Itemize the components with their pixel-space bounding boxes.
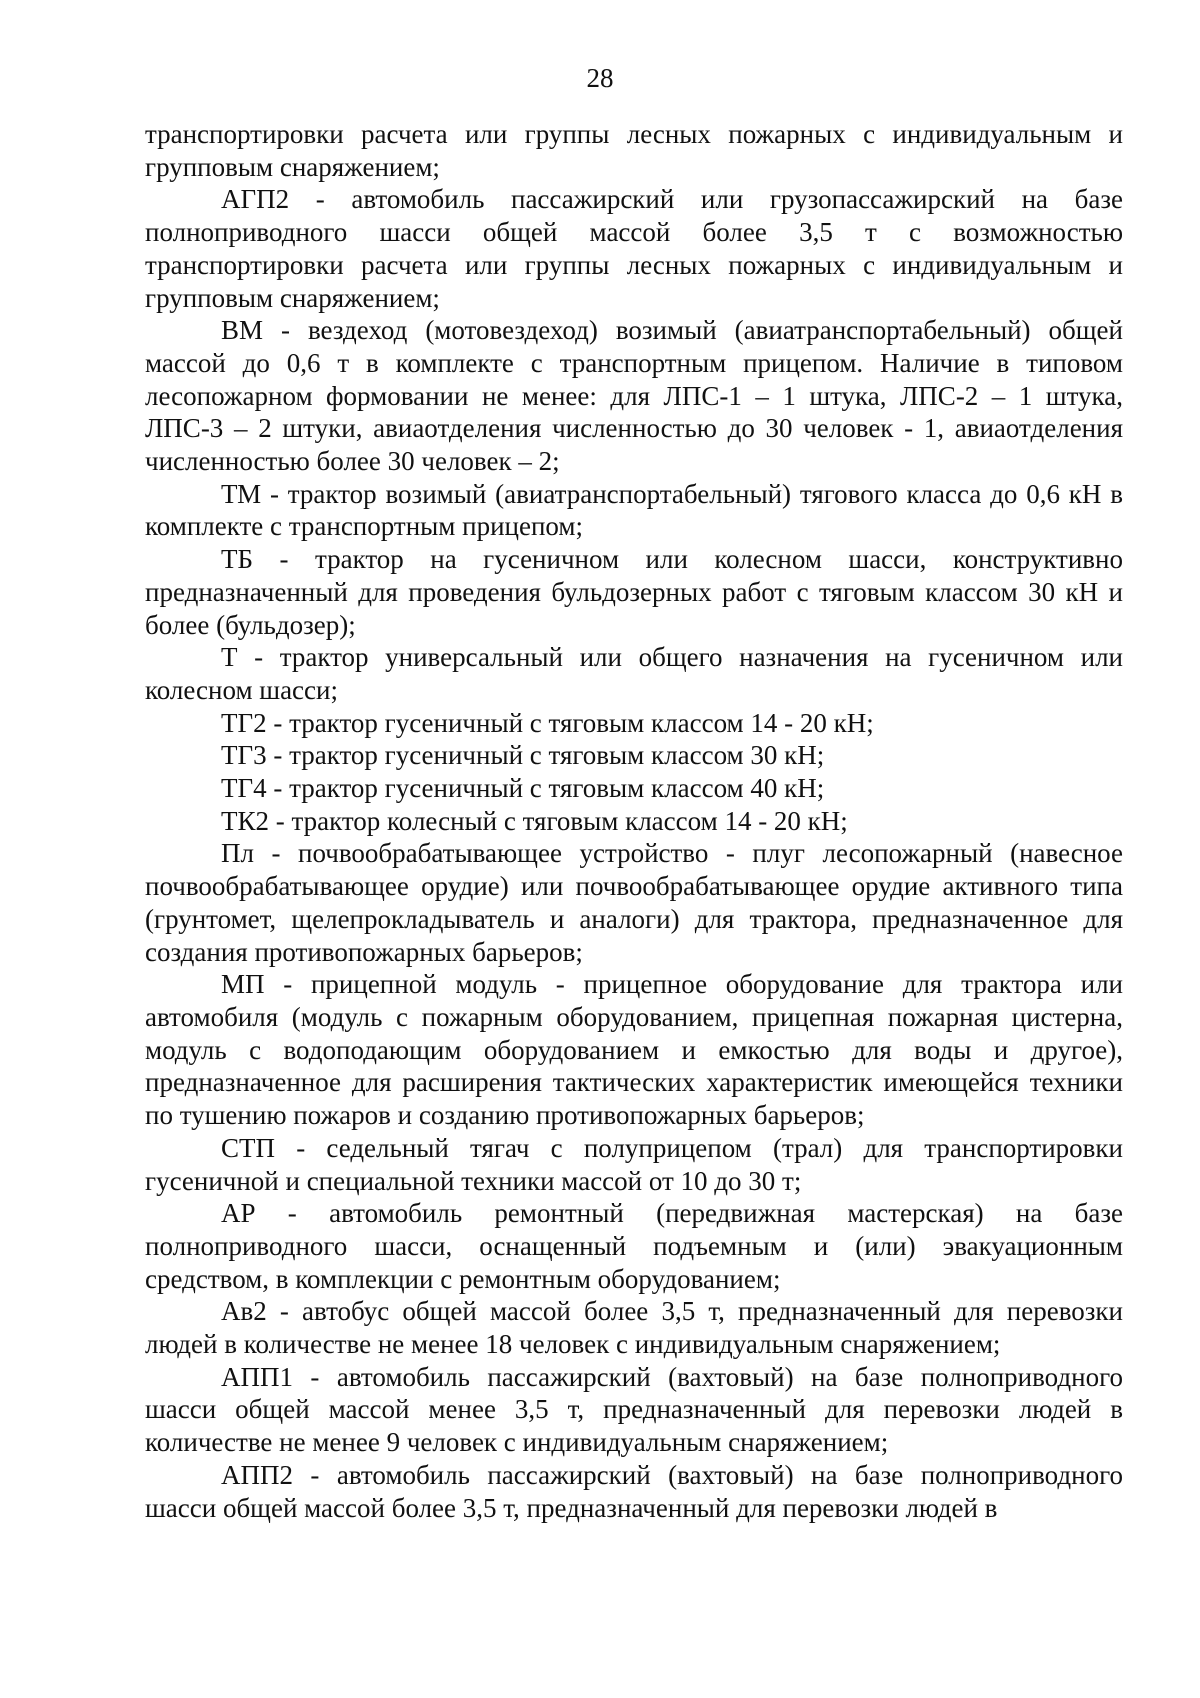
paragraph-tg2: ТГ2 - трактор гусеничный с тяговым классом 14 - 20 кН; xyxy=(221,707,874,738)
paragraph-pl: Пл - почвообрабатывающее устройство - плуг лесопожарный (навесное почвообрабатывающее орудие) или почвообрабатывающее орудие активного типа (грунтомет, щелепрокладыватель и аналоги) для трактора, предназначенное для создания противопожарных барьеров; xyxy=(145,838,1123,967)
paragraph-tm: ТМ - трактор возимый (авиатранспортабельный) тягового класса до 0,6 кН в комплекте с транспортным прицепом; xyxy=(145,478,1123,542)
paragraph-agp2: АГП2 - автомобиль пассажирский или грузопассажирский на базе полноприводного шасси общей массой более 3,5 т с возможностью транспортировки расчета или группы лесных пожарных с индивидуальным и групповым снаряжением; xyxy=(145,184,1123,313)
paragraph-t: Т - трактор универсальный или общего назначения на гусеничном или колесном шасси; xyxy=(145,642,1123,705)
paragraph-continuation: транспортировки расчета или группы лесных пожарных с индивидуальным и групповым снаряжением; xyxy=(145,119,1123,182)
page-number: 28 xyxy=(586,63,614,93)
paragraph-app1: АПП1 - автомобиль пассажирский (вахтовый) на базе полноприводного шасси общей массой менее 3,5 т, предназначенный для перевозки людей в количестве не менее 9 человек с индивидуальным снаряжением; xyxy=(145,1361,1123,1458)
document-body xyxy=(145,118,1123,1524)
paragraph-app2: АПП2 - автомобиль пассажирский (вахтовый) на базе полноприводного шасси общей массой более 3,5 т, предназначенный для перевозки людей в xyxy=(145,1459,1123,1523)
paragraph-stp: СТП - седельный тягач с полуприцепом (трал) для транспортировки гусеничной и специальной техники массой от 10 до 30 т; xyxy=(145,1132,1123,1196)
paragraph-tg3: ТГ3 - трактор гусеничный с тяговым классом 30 кН; xyxy=(221,740,825,771)
paragraph-av2: Ав2 - автобус общей массой более 3,5 т, предназначенный для перевозки людей в количестве не менее 18 человек с индивидуальным снаряжением; xyxy=(145,1296,1123,1360)
paragraph-mp: МП - прицепной модуль - прицепное оборудование для трактора или автомобиля (модуль с пожарным оборудованием, прицепная пожарная цистерна, модуль с водоподающим оборудованием и емкостью для воды и другое), предназначенное для расширения тактических характеристик имеющейся техники по тушению пожаров и созданию противопожарных барьеров; xyxy=(145,969,1123,1131)
paragraph-vm: ВМ - вездеход (мотовездеход) возимый (авиатранспортабельный) общей массой до 0,6 т в комплекте с транспортным прицепом. Наличие в типовом лесопожарном формовании не менее: для ЛПС-1 – 1 штука, ЛПС-2 – 1 штука, ЛПС-3 – 2 штуки, авиаотделения численностью до 30 человек - 1, авиаотделения численностью более 30 человек – 2; xyxy=(145,315,1123,477)
paragraph-ar: АР - автомобиль ремонтный (передвижная мастерская) на базе полноприводного шасси, оснащенный подъемным и (или) эвакуационным средством, в комплекции с ремонтным оборудованием; xyxy=(145,1198,1123,1294)
paragraph-tg4: ТГ4 - трактор гусеничный с тяговым классом 40 кН; xyxy=(221,773,825,804)
paragraph-tk2: ТК2 - трактор колесный с тяговым классом 14 - 20 кН; xyxy=(221,805,848,836)
paragraph-tb: ТБ - трактор на гусеничном или колесном шасси, конструктивно предназначенный для проведения бульдозерных работ с тяговым классом 30 кН и более (бульдозер); xyxy=(145,544,1123,640)
